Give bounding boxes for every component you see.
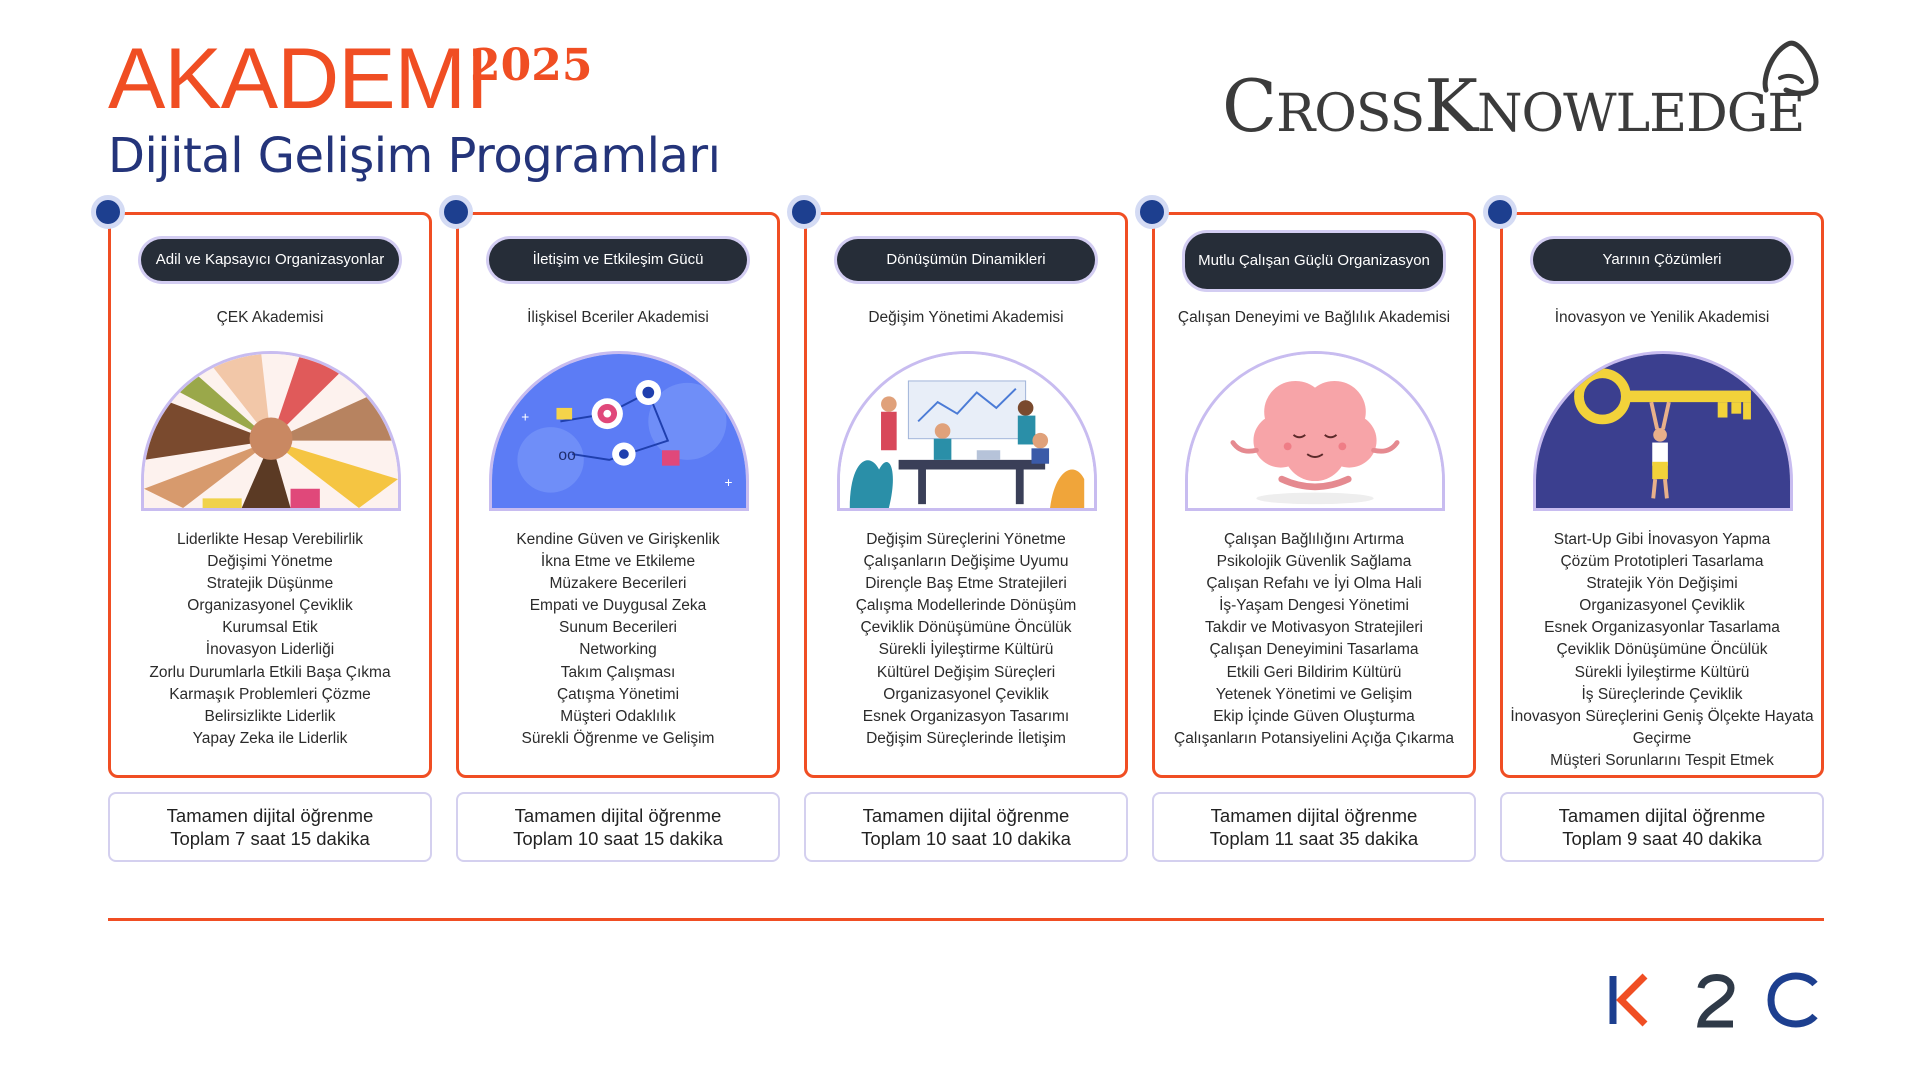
list-item: Yapay Zeka ile Liderlik: [192, 729, 348, 747]
list-item: Değişimi Yönetme: [207, 553, 333, 571]
summary-card-2: [456, 792, 780, 862]
list-item: İkna Etme ve Etkileme: [540, 553, 696, 571]
list-item: Empati ve Duygusal Zeka: [529, 597, 707, 615]
summary-card-4: [1152, 792, 1476, 862]
academy-name: ÇEK Akademisi: [216, 309, 324, 326]
list-item: İş Süreçlerinde Çeviklik: [1581, 685, 1743, 703]
list-item: Organizasyonel Çeviklik: [1579, 597, 1745, 615]
theme-pill: Mutlu Çalışan Güçlü Organizasyon: [1185, 233, 1443, 289]
list-item: Networking: [579, 641, 657, 659]
diverse-hands-together-icon: [141, 351, 401, 511]
network-gears-icon: [489, 351, 749, 511]
list-item: Sürekli İyileştirme Kültürü: [878, 641, 1054, 659]
learning-format: Tamamen dijital öğrenme: [1558, 805, 1766, 826]
list-item: Müşteri Sorunlarını Tespit Etmek: [1550, 751, 1774, 769]
program-column-3: [804, 212, 1128, 778]
list-item: Kültürel Değişim Süreçleri: [876, 663, 1056, 681]
topic-list: [1159, 529, 1469, 750]
summary-card-1: [108, 792, 432, 862]
academy-name: Değişim Yönetimi Akademisi: [868, 309, 1064, 326]
list-item: Psikolojik Güvenlik Sağlama: [1216, 553, 1412, 571]
learning-format: Tamamen dijital öğrenme: [514, 805, 722, 826]
academy-name: İlişkisel Bceriler Akademisi: [527, 309, 709, 326]
list-item: İnovasyon Süreçlerini Geniş Ölçekte Hayata Geçirme: [1510, 707, 1814, 747]
list-item: Yetenek Yönetimi ve Gelişim: [1215, 685, 1413, 703]
list-item: Esnek Organizasyon Tasarımı: [862, 707, 1070, 725]
meditating-brain-icon: [1185, 351, 1445, 511]
learning-format: Tamamen dijital öğrenme: [1210, 805, 1418, 826]
timeline-dot: [1135, 195, 1169, 229]
list-item: Çalışanların Potansiyelini Açığa Çıkarma: [1174, 729, 1454, 747]
list-item: Müzakere Becerileri: [549, 575, 687, 593]
logo-letter-k: K: [1424, 64, 1478, 148]
list-item: Zorlu Durumlarla Etkili Başa Çıkma: [149, 663, 391, 681]
list-item: Belirsizlikte Liderlik: [204, 707, 336, 725]
logo-part-ross: ROSS: [1276, 84, 1425, 144]
list-item: Stratejik Düşünme: [206, 575, 334, 593]
list-item: Müşteri Odaklılık: [560, 707, 676, 725]
list-item: Takım Çalışması: [560, 663, 676, 681]
footer-divider: [108, 918, 1824, 921]
list-item: Çatışma Yönetimi: [556, 685, 680, 703]
academy-name: Çalışan Deneyimi ve Bağlılık Akademisi: [1177, 309, 1451, 326]
list-item: Değişim Süreçlerini Yönetme: [866, 531, 1066, 548]
crossknowledge-logo: [1222, 64, 1805, 148]
summary-card-3: [804, 792, 1128, 862]
academy-name: İnovasyon ve Yenilik Akademisi: [1554, 309, 1770, 326]
title-year: 2025: [470, 40, 593, 91]
logo-part-nowledge: NOWLEDGE: [1477, 84, 1805, 144]
timeline-dot: [1483, 195, 1517, 229]
page-subtitle: Dijital Gelişim Programları: [108, 128, 721, 184]
total-duration: Toplam 10 saat 15 dakika: [513, 828, 723, 849]
list-item: Esnek Organizasyonlar Tasarlama: [1544, 619, 1780, 637]
list-item: Stratejik Yön Değişimi: [1586, 575, 1738, 593]
summary-card-5: [1500, 792, 1824, 862]
theme-pill: İletişim ve Etkileşim Gücü: [489, 239, 747, 281]
list-item: Kurumsal Etik: [222, 619, 318, 637]
learning-format: Tamamen dijital öğrenme: [862, 805, 1070, 826]
list-item: Çalışan Deneyimini Tasarlama: [1209, 641, 1419, 659]
logo-letter-c: C: [1222, 64, 1277, 148]
total-duration: Toplam 10 saat 10 dakika: [861, 828, 1071, 849]
list-item: Ekip İçinde Güven Oluşturma: [1213, 707, 1415, 725]
list-item: Çalışma Modellerinde Dönüşüm: [855, 597, 1077, 615]
list-item: İş-Yaşam Dengesi Yönetimi: [1219, 597, 1409, 615]
list-item: Çalışanların Değişime Uyumu: [863, 553, 1069, 571]
list-item: Çalışan Refahı ve İyi Olma Hali: [1206, 575, 1422, 593]
total-duration: Toplam 7 saat 15 dakika: [170, 828, 370, 849]
list-item: Dirençle Baş Etme Stratejileri: [865, 575, 1067, 593]
program-column-1: [108, 212, 432, 778]
page-title: AKADEMI: [108, 31, 489, 127]
timeline-dot: [439, 195, 473, 229]
list-item: Liderlikte Hesap Verebilirlik: [176, 531, 364, 548]
theme-pill: Yarının Çözümleri: [1533, 239, 1791, 281]
list-item: Karmaşık Problemleri Çözme: [169, 685, 371, 703]
topic-list: [115, 529, 425, 750]
key-innovation-icon: [1533, 351, 1793, 511]
k2c-logo: [1605, 972, 1823, 1028]
list-item: Takdir ve Motivasyon Stratejileri: [1205, 619, 1423, 637]
topic-list: [463, 529, 773, 750]
timeline-dot: [787, 195, 821, 229]
list-item: Değişim Süreçlerinde İletişim: [866, 729, 1066, 747]
topic-list: [1507, 529, 1817, 772]
svg-text:+: +: [724, 474, 733, 490]
list-item: Organizasyonel Çeviklik: [883, 685, 1049, 703]
svg-text:+: +: [521, 409, 530, 425]
theme-pill: Dönüşümün Dinamikleri: [837, 239, 1095, 281]
crossknowledge-mark-icon: [1758, 38, 1820, 100]
topic-list: [811, 529, 1121, 750]
total-duration: Toplam 11 saat 35 dakika: [1209, 828, 1419, 849]
list-item: Çözüm Prototipleri Tasarlama: [1560, 553, 1764, 571]
timeline-dot: [91, 195, 125, 229]
list-item: Sürekli Öğrenme ve Gelişim: [521, 729, 715, 747]
list-item: Etkili Geri Bildirim Kültürü: [1226, 663, 1402, 681]
program-column-5: [1500, 212, 1824, 778]
list-item: Organizasyonel Çeviklik: [187, 597, 353, 615]
team-meeting-icon: [837, 351, 1097, 511]
theme-pill: Adil ve Kapsayıcı Organizasyonlar: [141, 239, 399, 281]
program-column-4: [1152, 212, 1476, 778]
svg-text:oo: oo: [558, 446, 576, 464]
list-item: Çeviklik Dönüşümüne Öncülük: [860, 619, 1072, 637]
total-duration: Toplam 9 saat 40 dakika: [1562, 828, 1762, 849]
learning-format: Tamamen dijital öğrenme: [166, 805, 374, 826]
list-item: Çeviklik Dönüşümüne Öncülük: [1556, 641, 1768, 659]
list-item: Kendine Güven ve Girişkenlik: [516, 531, 720, 548]
list-item: Sürekli İyileştirme Kültürü: [1574, 663, 1750, 681]
list-item: Çalışan Bağlılığını Artırma: [1223, 531, 1405, 548]
list-item: İnovasyon Liderliği: [205, 641, 335, 659]
list-item: Start-Up Gibi İnovasyon Yapma: [1553, 531, 1771, 548]
list-item: Sunum Becerileri: [558, 619, 678, 637]
program-column-2: [456, 212, 780, 778]
